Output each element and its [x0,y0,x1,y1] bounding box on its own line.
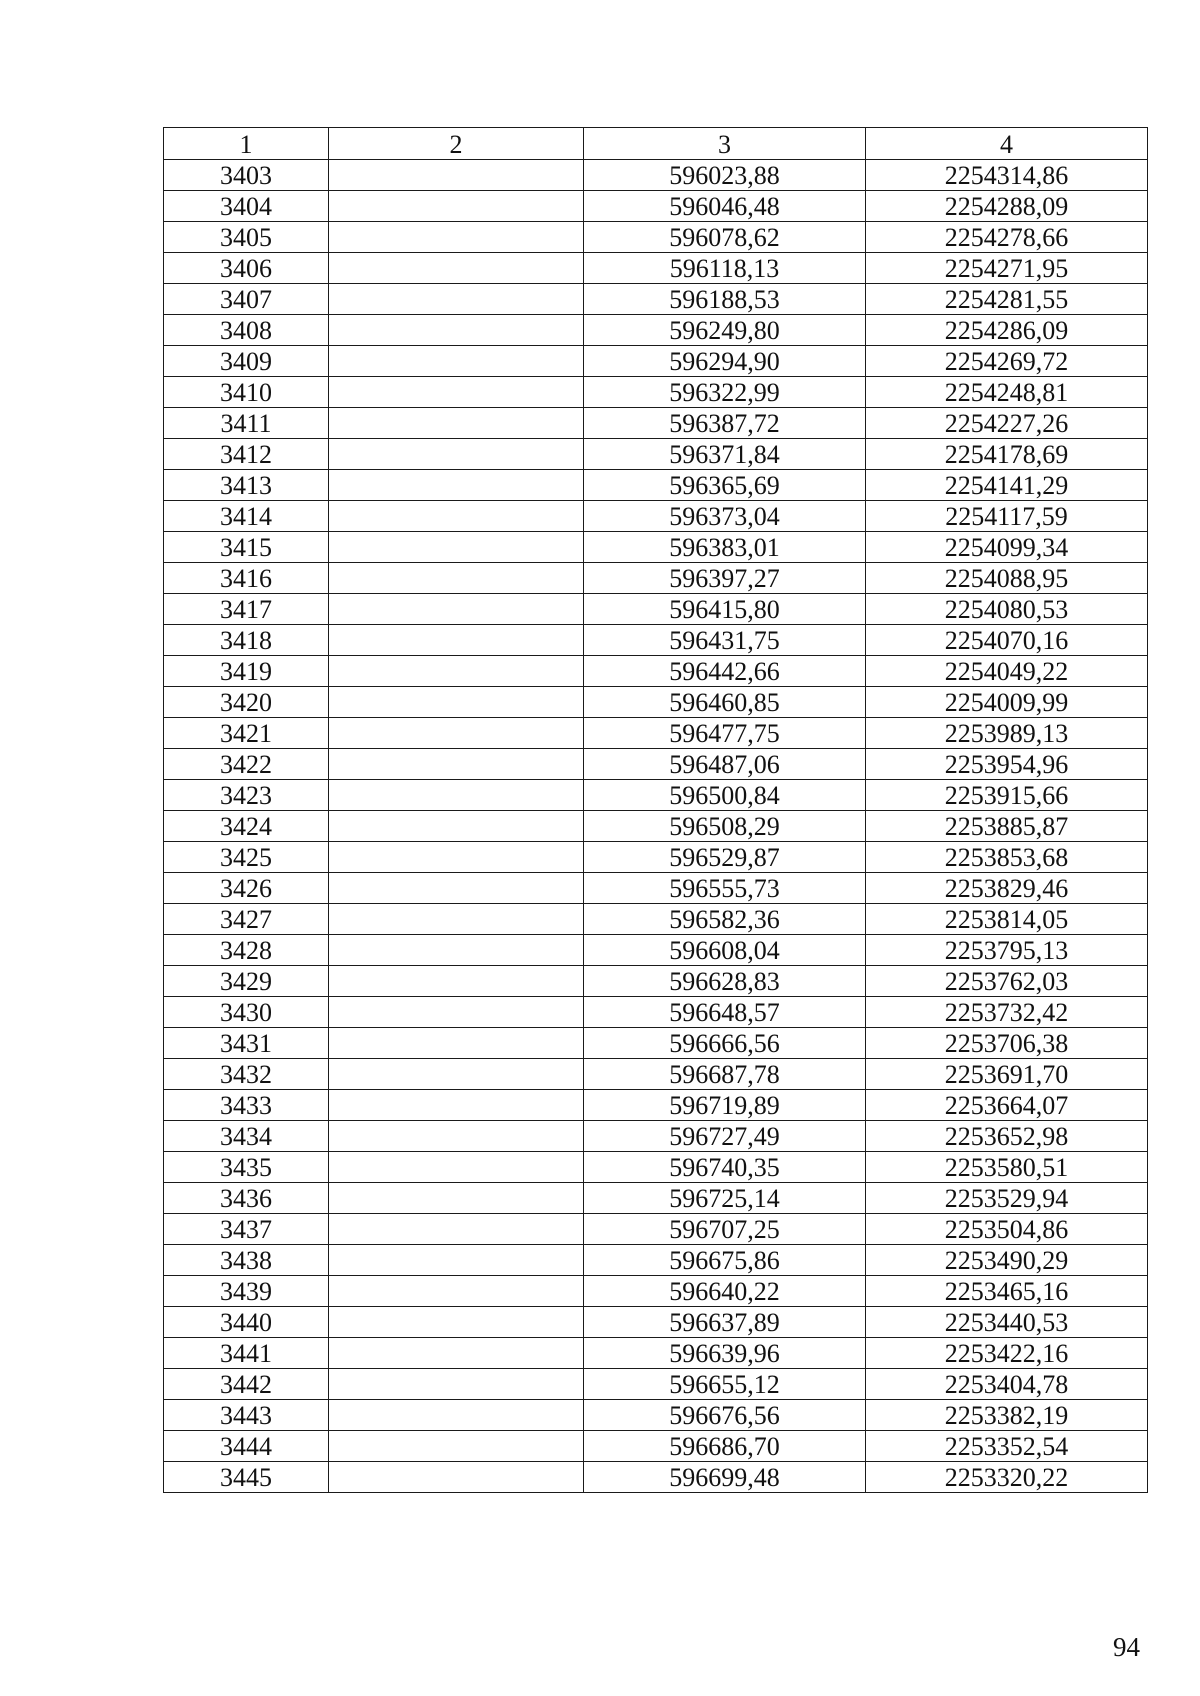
point-number-cell: 3404 [164,191,329,222]
x-coordinate-cell: 596387,72 [584,408,866,439]
x-coordinate-cell: 596383,01 [584,532,866,563]
x-coordinate-cell: 596118,13 [584,253,866,284]
x-coordinate-cell: 596740,35 [584,1152,866,1183]
point-number-cell: 3403 [164,160,329,191]
y-coordinate-cell: 2253664,07 [866,1090,1148,1121]
table-row [164,284,1148,315]
table-row [164,532,1148,563]
table-row [164,191,1148,222]
y-coordinate-cell: 2253762,03 [866,966,1148,997]
table-row [164,346,1148,377]
column-2-cell [329,1245,584,1276]
column-2-cell [329,439,584,470]
x-coordinate-cell: 596322,99 [584,377,866,408]
point-number-cell: 3415 [164,532,329,563]
column-2-cell [329,315,584,346]
table-row [164,625,1148,656]
x-coordinate-cell: 596500,84 [584,780,866,811]
point-number-cell: 3417 [164,594,329,625]
point-number-cell: 3419 [164,656,329,687]
x-coordinate-cell: 596725,14 [584,1183,866,1214]
x-coordinate-cell: 596371,84 [584,439,866,470]
point-number-cell: 3418 [164,625,329,656]
point-number-cell: 3445 [164,1462,329,1493]
y-coordinate-cell: 2253853,68 [866,842,1148,873]
y-coordinate-cell: 2253440,53 [866,1307,1148,1338]
column-2-cell [329,1214,584,1245]
y-coordinate-cell: 2254314,86 [866,160,1148,191]
point-number-cell: 3432 [164,1059,329,1090]
x-coordinate-cell: 596727,49 [584,1121,866,1152]
point-number-cell: 3440 [164,1307,329,1338]
column-2-cell [329,1276,584,1307]
y-coordinate-cell: 2253352,54 [866,1431,1148,1462]
column-header-3: 3 [584,128,866,160]
table-row [164,1400,1148,1431]
y-coordinate-cell: 2254178,69 [866,439,1148,470]
table-row [164,1276,1148,1307]
column-2-cell [329,1183,584,1214]
column-2-cell [329,997,584,1028]
y-coordinate-cell: 2254227,26 [866,408,1148,439]
y-coordinate-cell: 2253320,22 [866,1462,1148,1493]
table-row [164,408,1148,439]
y-coordinate-cell: 2253652,98 [866,1121,1148,1152]
y-coordinate-cell: 2253504,86 [866,1214,1148,1245]
point-number-cell: 3433 [164,1090,329,1121]
table-row [164,966,1148,997]
y-coordinate-cell: 2254248,81 [866,377,1148,408]
y-coordinate-cell: 2254117,59 [866,501,1148,532]
column-2-cell [329,780,584,811]
x-coordinate-cell: 596373,04 [584,501,866,532]
x-coordinate-cell: 596608,04 [584,935,866,966]
y-coordinate-cell: 2253954,96 [866,749,1148,780]
y-coordinate-cell: 2253829,46 [866,873,1148,904]
y-coordinate-cell: 2254271,95 [866,253,1148,284]
table-row [164,842,1148,873]
y-coordinate-cell: 2253989,13 [866,718,1148,749]
column-2-cell [329,1400,584,1431]
point-number-cell: 3420 [164,687,329,718]
table-row [164,1183,1148,1214]
column-header-4: 4 [866,128,1148,160]
y-coordinate-cell: 2254286,09 [866,315,1148,346]
point-number-cell: 3427 [164,904,329,935]
x-coordinate-cell: 596487,06 [584,749,866,780]
table-row [164,1028,1148,1059]
column-2-cell [329,377,584,408]
y-coordinate-cell: 2253915,66 [866,780,1148,811]
y-coordinate-cell: 2253814,05 [866,904,1148,935]
point-number-cell: 3410 [164,377,329,408]
column-2-cell [329,346,584,377]
table-row [164,1121,1148,1152]
table-row [164,1307,1148,1338]
column-2-cell [329,191,584,222]
table-row [164,1431,1148,1462]
point-number-cell: 3424 [164,811,329,842]
column-2-cell [329,222,584,253]
x-coordinate-cell: 596249,80 [584,315,866,346]
point-number-cell: 3405 [164,222,329,253]
point-number-cell: 3411 [164,408,329,439]
point-number-cell: 3441 [164,1338,329,1369]
x-coordinate-cell: 596637,89 [584,1307,866,1338]
table-row [164,1369,1148,1400]
y-coordinate-cell: 2254141,29 [866,470,1148,501]
column-2-cell [329,656,584,687]
table-body [164,160,1148,1493]
column-2-cell [329,718,584,749]
page-number: 94 [1113,1632,1140,1662]
x-coordinate-cell: 596529,87 [584,842,866,873]
table-row [164,904,1148,935]
y-coordinate-cell: 2254088,95 [866,563,1148,594]
y-coordinate-cell: 2254070,16 [866,625,1148,656]
x-coordinate-cell: 596078,62 [584,222,866,253]
column-2-cell [329,1059,584,1090]
point-number-cell: 3414 [164,501,329,532]
column-2-cell [329,1121,584,1152]
table-row [164,222,1148,253]
point-number-cell: 3435 [164,1152,329,1183]
y-coordinate-cell: 2253529,94 [866,1183,1148,1214]
column-2-cell [329,408,584,439]
x-coordinate-cell: 596365,69 [584,470,866,501]
x-coordinate-cell: 596676,56 [584,1400,866,1431]
table-row [164,997,1148,1028]
point-number-cell: 3437 [164,1214,329,1245]
point-number-cell: 3416 [164,563,329,594]
point-number-cell: 3413 [164,470,329,501]
point-number-cell: 3412 [164,439,329,470]
column-2-cell [329,811,584,842]
column-2-cell [329,687,584,718]
table-row [164,780,1148,811]
table-row [164,1214,1148,1245]
x-coordinate-cell: 596442,66 [584,656,866,687]
point-number-cell: 3422 [164,749,329,780]
column-2-cell [329,625,584,656]
point-number-cell: 3430 [164,997,329,1028]
x-coordinate-cell: 596639,96 [584,1338,866,1369]
x-coordinate-cell: 596046,48 [584,191,866,222]
point-number-cell: 3436 [164,1183,329,1214]
point-number-cell: 3439 [164,1276,329,1307]
column-2-cell [329,842,584,873]
table-row [164,1462,1148,1493]
x-coordinate-cell: 596023,88 [584,160,866,191]
x-coordinate-cell: 596655,12 [584,1369,866,1400]
x-coordinate-cell: 596686,70 [584,1431,866,1462]
x-coordinate-cell: 596648,57 [584,997,866,1028]
column-header-2: 2 [329,128,584,160]
column-2-cell [329,1462,584,1493]
point-number-cell: 3426 [164,873,329,904]
y-coordinate-cell: 2253691,70 [866,1059,1148,1090]
y-coordinate-cell: 2254278,66 [866,222,1148,253]
y-coordinate-cell: 2253465,16 [866,1276,1148,1307]
column-2-cell [329,1028,584,1059]
table-row [164,1059,1148,1090]
point-number-cell: 3443 [164,1400,329,1431]
table-row [164,377,1148,408]
y-coordinate-cell: 2253706,38 [866,1028,1148,1059]
column-2-cell [329,160,584,191]
x-coordinate-cell: 596582,36 [584,904,866,935]
x-coordinate-cell: 596431,75 [584,625,866,656]
column-2-cell [329,594,584,625]
y-coordinate-cell: 2254009,99 [866,687,1148,718]
table-row [164,439,1148,470]
column-2-cell [329,966,584,997]
column-2-cell [329,1338,584,1369]
column-2-cell [329,904,584,935]
table-row [164,470,1148,501]
y-coordinate-cell: 2253490,29 [866,1245,1148,1276]
y-coordinate-cell: 2253795,13 [866,935,1148,966]
x-coordinate-cell: 596666,56 [584,1028,866,1059]
y-coordinate-cell: 2254080,53 [866,594,1148,625]
x-coordinate-cell: 596628,83 [584,966,866,997]
x-coordinate-cell: 596397,27 [584,563,866,594]
column-2-cell [329,1090,584,1121]
table-row [164,501,1148,532]
y-coordinate-cell: 2254049,22 [866,656,1148,687]
point-number-cell: 3425 [164,842,329,873]
point-number-cell: 3408 [164,315,329,346]
column-2-cell [329,253,584,284]
column-2-cell [329,532,584,563]
table-row [164,1245,1148,1276]
column-2-cell [329,1152,584,1183]
column-2-cell [329,470,584,501]
table-row [164,1090,1148,1121]
column-2-cell [329,873,584,904]
table-row [164,935,1148,966]
header-row [164,128,1148,160]
table-row [164,656,1148,687]
column-2-cell [329,284,584,315]
column-2-cell [329,749,584,780]
x-coordinate-cell: 596640,22 [584,1276,866,1307]
table-row [164,873,1148,904]
column-header-1: 1 [164,128,329,160]
column-2-cell [329,935,584,966]
point-number-cell: 3434 [164,1121,329,1152]
column-2-cell [329,1307,584,1338]
x-coordinate-cell: 596687,78 [584,1059,866,1090]
column-2-cell [329,1369,584,1400]
x-coordinate-cell: 596675,86 [584,1245,866,1276]
point-number-cell: 3423 [164,780,329,811]
y-coordinate-cell: 2253580,51 [866,1152,1148,1183]
x-coordinate-cell: 596477,75 [584,718,866,749]
x-coordinate-cell: 596508,29 [584,811,866,842]
table-row [164,315,1148,346]
column-2-cell [329,563,584,594]
table-row [164,253,1148,284]
table-row [164,718,1148,749]
x-coordinate-cell: 596707,25 [584,1214,866,1245]
y-coordinate-cell: 2254099,34 [866,532,1148,563]
table-row [164,1338,1148,1369]
point-number-cell: 3407 [164,284,329,315]
column-2-cell [329,1431,584,1462]
point-number-cell: 3438 [164,1245,329,1276]
y-coordinate-cell: 2253382,19 [866,1400,1148,1431]
table-row [164,687,1148,718]
y-coordinate-cell: 2253885,87 [866,811,1148,842]
column-2-cell [329,501,584,532]
table-row [164,1152,1148,1183]
x-coordinate-cell: 596294,90 [584,346,866,377]
x-coordinate-cell: 596460,85 [584,687,866,718]
x-coordinate-cell: 596719,89 [584,1090,866,1121]
point-number-cell: 3428 [164,935,329,966]
coordinates-table [163,127,1148,1493]
table-row [164,594,1148,625]
y-coordinate-cell: 2253732,42 [866,997,1148,1028]
point-number-cell: 3431 [164,1028,329,1059]
point-number-cell: 3442 [164,1369,329,1400]
table-row [164,811,1148,842]
y-coordinate-cell: 2253404,78 [866,1369,1148,1400]
x-coordinate-cell: 596555,73 [584,873,866,904]
y-coordinate-cell: 2254288,09 [866,191,1148,222]
point-number-cell: 3409 [164,346,329,377]
table-row [164,160,1148,191]
y-coordinate-cell: 2254269,72 [866,346,1148,377]
y-coordinate-cell: 2254281,55 [866,284,1148,315]
point-number-cell: 3429 [164,966,329,997]
y-coordinate-cell: 2253422,16 [866,1338,1148,1369]
point-number-cell: 3444 [164,1431,329,1462]
x-coordinate-cell: 596188,53 [584,284,866,315]
point-number-cell: 3421 [164,718,329,749]
table-header [164,128,1148,160]
x-coordinate-cell: 596415,80 [584,594,866,625]
table-row [164,563,1148,594]
table-row [164,749,1148,780]
point-number-cell: 3406 [164,253,329,284]
x-coordinate-cell: 596699,48 [584,1462,866,1493]
